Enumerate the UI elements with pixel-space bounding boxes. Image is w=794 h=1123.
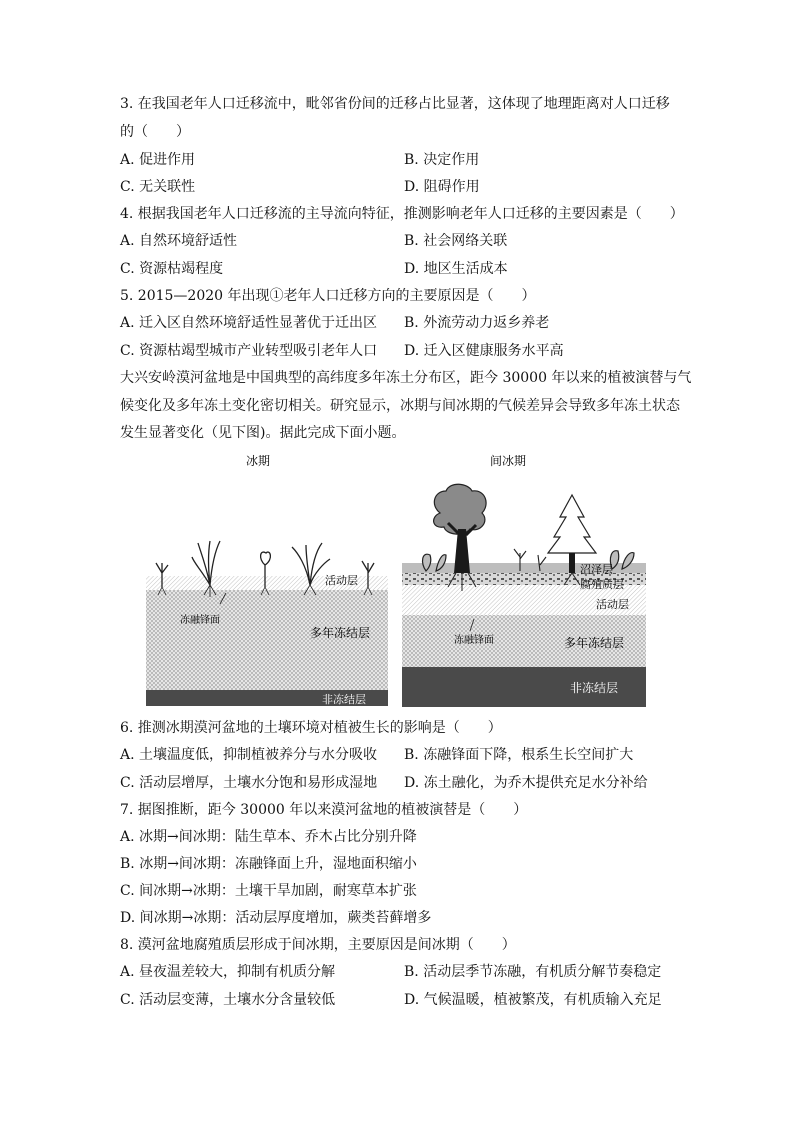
q3-stem-line2: 的（ ） [120, 124, 190, 140]
q7-option-c: C. 间冰期→冰期：土壤干旱加剧，耐寒草本扩张 [120, 883, 417, 899]
q4-option-d: D. 地区生活成本 [404, 261, 508, 277]
q6-option-d: D. 冻土融化，为乔木提供充足水分补给 [404, 775, 648, 791]
permafrost-diagram [140, 445, 650, 713]
q4-stem: 4. 根据我国老年人口迁移流的主导流向特征，推测影响老年人口迁移的主要因素是（ ） [120, 206, 684, 222]
passage-line2: 候变化及多年冻土变化密切相关。研究显示，冰期与间冰期的气候差异会导致多年冻土状态 [120, 398, 680, 414]
q7-option-b: B. 冰期→间冰期：冻融锋面上升，湿地面积缩小 [120, 856, 417, 872]
left-label-thaw-front: 冻融锋面 [180, 615, 220, 626]
q4-option-a: A. 自然环境舒适性 [120, 233, 238, 249]
q7-option-d: D. 间冰期→冰期：活动层厚度增加，蕨类苔藓增多 [120, 910, 432, 926]
glacial-panel [146, 541, 388, 706]
q5-option-b: B. 外流劳动力返乡养老 [404, 315, 550, 331]
left-label-non-frozen: 非冻结层 [322, 693, 366, 706]
q8-option-d: D. 气候温暖，植被繁茂，有机质输入充足 [404, 992, 662, 1008]
left-permafrost-layer [146, 590, 388, 690]
right-label-active-layer: 活动层 [596, 598, 629, 611]
right-label-permafrost: 多年冻结层 [564, 636, 625, 650]
q5-stem: 5. 2015—2020 年出现①老年人口迁移方向的主要原因是（ ） [120, 288, 536, 304]
q7-option-a: A. 冰期→间冰期：陆生草本、乔木占比分别升降 [120, 829, 417, 845]
q3-option-b: B. 决定作用 [404, 152, 480, 168]
right-panel-title: 间冰期 [490, 454, 527, 468]
right-label-thaw-front: 冻融锋面 [454, 635, 494, 646]
passage-line3: 发生显著变化（见下图)。据此完成下面小题。 [120, 425, 406, 441]
q3-stem-line1: 3. 在我国老年人口迁移流中，毗邻省份间的迁移占比显著，这体现了地理距离对人口迁移 [120, 96, 670, 112]
right-label-humus-layer: 腐殖质层 [580, 578, 624, 591]
q5-option-d: D. 迁入区健康服务水平高 [404, 343, 564, 359]
passage-line1: 大兴安岭漠河盆地是中国典型的高纬度多年冻土分布区，距今 30000 年以来的植被演替与气 [120, 370, 692, 386]
q8-option-b: B. 活动层季节冻融，有机质分解节奏稳定 [404, 964, 662, 980]
q3-option-d: D. 阻碍作用 [404, 179, 480, 195]
q8-option-a: A. 昼夜温差较大，抑制有机质分解 [120, 964, 336, 980]
q5-option-c: C. 资源枯竭型城市产业转型吸引老年人口 [120, 343, 378, 359]
q3-option-a: A. 促进作用 [120, 152, 196, 168]
q3-option-c: C. 无关联性 [120, 179, 196, 195]
right-label-swamp-layer: 沼泽层 [580, 563, 613, 576]
right-label-non-frozen: 非冻结层 [570, 681, 619, 695]
q4-option-b: B. 社会网络关联 [404, 233, 508, 249]
q8-option-c: C. 活动层变薄，土壤水分含量较低 [120, 992, 336, 1008]
left-label-active-layer: 活动层 [325, 574, 358, 587]
q6-option-a: A. 土壤温度低，抑制植被养分与水分吸收 [120, 747, 378, 763]
q5-option-a: A. 迁入区自然环境舒适性显著优于迁出区 [120, 315, 378, 331]
q6-option-c: C. 活动层增厚，土壤水分饱和易形成湿地 [120, 775, 378, 791]
q4-option-c: C. 资源枯竭程度 [120, 261, 224, 277]
q6-stem: 6. 推测冰期漠河盆地的土壤环境对植被生长的影响是（ ） [120, 720, 502, 736]
q7-stem: 7. 据图推断，距今 30000 年以来漠河盆地的植被演替是（ ） [120, 802, 528, 818]
interglacial-panel [402, 484, 646, 707]
left-label-permafrost: 多年冻结层 [310, 626, 371, 640]
q8-stem: 8. 漠河盆地腐殖质层形成于间冰期，主要原因是间冰期（ ） [120, 937, 516, 953]
left-panel-title: 冰期 [246, 454, 271, 468]
q6-option-b: B. 冻融锋面下降，根系生长空间扩大 [404, 747, 634, 763]
